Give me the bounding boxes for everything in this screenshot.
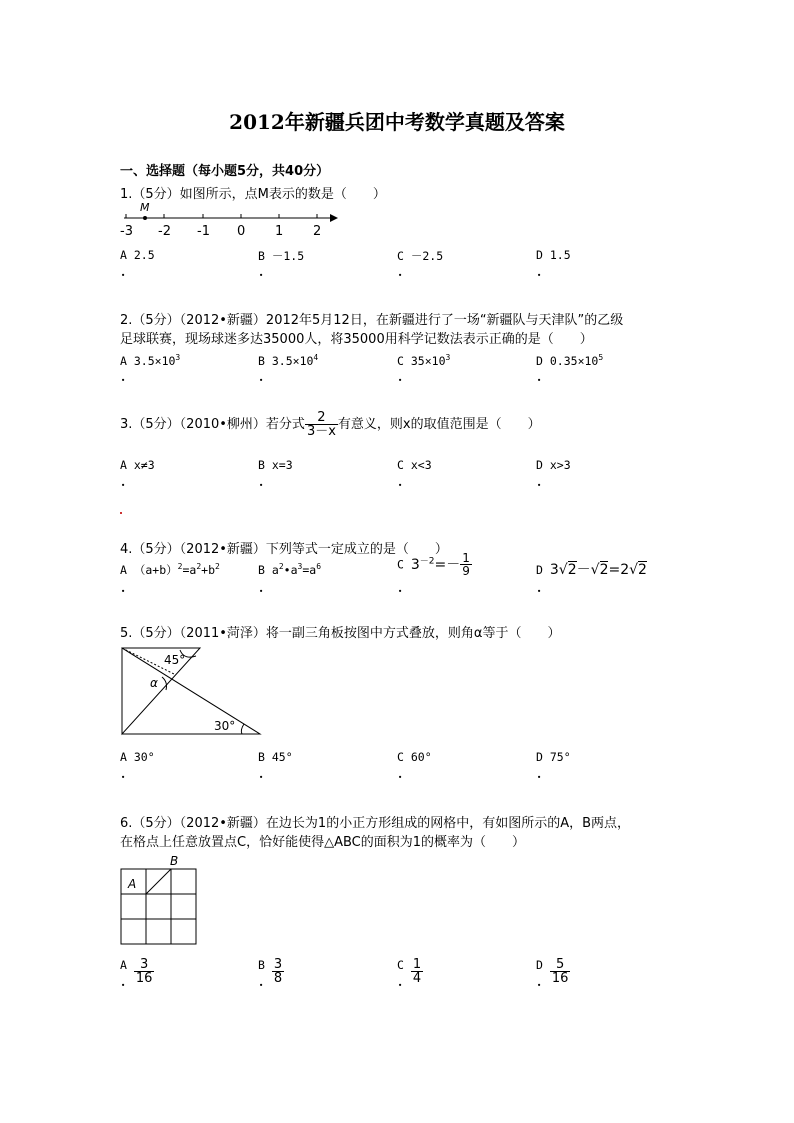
- q3-text: [120, 411, 541, 438]
- option-dot: .: [537, 370, 542, 384]
- option-dot: .: [537, 581, 542, 595]
- q3-option-b[interactable]: B x=3: [258, 458, 293, 472]
- q2-option-d[interactable]: D $0.35\times 10^5$: [536, 353, 604, 368]
- q1-number-line: [118, 200, 338, 240]
- q5-option-a[interactable]: A 30°: [120, 750, 155, 764]
- q3-option-d[interactable]: D x>3: [536, 458, 571, 472]
- angle-alpha-label: α: [150, 676, 158, 690]
- option-dot: .: [259, 370, 264, 384]
- q4-option-b[interactable]: B $a^2•a^3=a^6$: [258, 562, 322, 577]
- q1-option-a[interactable]: A 2.5: [120, 248, 155, 262]
- option-dot: .: [537, 475, 542, 489]
- q3-option-c[interactable]: C x<3: [397, 458, 432, 472]
- page-title: 2012年新疆兵团中考数学真题及答案: [229, 110, 565, 134]
- option-dot: .: [398, 475, 403, 489]
- q1-text: 1.（5分）如图所示，点M表示的数是（ ）: [120, 187, 386, 202]
- option-dot: .: [121, 767, 126, 781]
- point-m-marker: [143, 216, 147, 220]
- q6-line2: 在格点上任意放置点C，恰好能使得△ABC的面积为1的概率为（ ）: [120, 835, 526, 850]
- option-dot: .: [398, 370, 403, 384]
- tick-label: -1: [197, 224, 210, 239]
- point-a-label: A: [128, 877, 137, 891]
- tick-label: -2: [158, 224, 171, 239]
- q6-option-d[interactable]: D $\frac{5}{16}$: [536, 957, 569, 986]
- q2-option-c[interactable]: C $35\times 10^3$: [397, 353, 451, 368]
- q6-line1: 6.（5分）（2012•新疆）在边长为1的小正方形组成的网格中，有如图所示的A，B两点，: [120, 816, 631, 831]
- option-dot: .: [259, 475, 264, 489]
- point-b-label: B: [170, 854, 179, 868]
- option-dot: .: [398, 767, 403, 781]
- point-m-label: M: [140, 201, 150, 214]
- q5-option-d[interactable]: D 75°: [536, 750, 571, 764]
- q6-option-a[interactable]: A $\frac{3}{16}$: [120, 957, 153, 986]
- q5-triangles-figure: [118, 644, 264, 738]
- section-heading: 一、选择题（每小题5分，共40分）: [120, 164, 330, 179]
- option-dot: .: [259, 581, 264, 595]
- tick-label: -3: [120, 224, 133, 239]
- q3-prefix: 3.（5分）（2010•柳州）若分式: [120, 417, 305, 432]
- q4-text: 4.（5分）（2012•新疆）下列等式一定成立的是（ ）: [120, 542, 448, 557]
- q3-suffix: 有意义，则x的取值范围是（ ）: [337, 417, 541, 432]
- q1-option-c[interactable]: C －2.5: [397, 249, 444, 263]
- q4-option-c[interactable]: C $3^{-2}=-$ $\frac{1}{9}$: [397, 551, 470, 578]
- q2-line2: 足球联赛，现场球迷多达35000人，将35000用科学记数法表示正确的是（ ）: [120, 332, 593, 347]
- option-dot: .: [398, 581, 403, 595]
- q4-option-a[interactable]: A $(a+b)^2=a^2+b^2$: [120, 562, 220, 577]
- q2-option-a[interactable]: A $3.5\times 10^3$: [120, 353, 181, 368]
- q3-option-a[interactable]: A x≠3: [120, 458, 155, 472]
- q6-grid-figure: [118, 852, 200, 946]
- option-dot: .: [259, 975, 264, 989]
- option-dot: .: [121, 265, 126, 279]
- option-dot: .: [121, 475, 126, 489]
- q1-option-d[interactable]: D 1.5: [536, 248, 571, 262]
- q3-fraction: $\frac{2}{3-x}$: [306, 410, 336, 439]
- angle-45-label: 45°: [164, 653, 186, 667]
- q6-option-c[interactable]: C $\frac{1}{4}$: [397, 957, 422, 986]
- option-dot: .: [259, 265, 264, 279]
- option-dot: .: [121, 581, 126, 595]
- tick-label: 2: [313, 224, 322, 239]
- option-dot: .: [121, 975, 126, 989]
- option-dot: .: [398, 265, 403, 279]
- q5-option-b[interactable]: B 45°: [258, 750, 293, 764]
- q4-option-d[interactable]: D 3√2－√2=2√2: [536, 562, 647, 578]
- q2-option-b[interactable]: B $3.5\times 10^4$: [258, 353, 319, 368]
- q2-line1: 2.（5分）（2012•新疆）2012年5月12日，在新疆进行了一场“新疆队与天津队”的乙级: [120, 313, 624, 328]
- q6-option-b[interactable]: B $\frac{3}{8}$: [258, 957, 283, 986]
- stray-mark: [120, 512, 122, 514]
- option-dot: .: [259, 767, 264, 781]
- angle-30-label: 30°: [214, 719, 236, 733]
- option-dot: .: [537, 767, 542, 781]
- q5-text: 5.（5分）（2011•菏泽）将一副三角板按图中方式叠放，则角α等于（ ）: [120, 626, 561, 641]
- q5-option-c[interactable]: C 60°: [397, 750, 432, 764]
- option-dot: .: [537, 975, 542, 989]
- option-dot: .: [537, 265, 542, 279]
- option-dot: .: [398, 975, 403, 989]
- tick-label: 1: [275, 224, 284, 239]
- option-dot: .: [121, 370, 126, 384]
- q1-option-b[interactable]: B －1.5: [258, 249, 305, 263]
- tick-label: 0: [237, 224, 246, 239]
